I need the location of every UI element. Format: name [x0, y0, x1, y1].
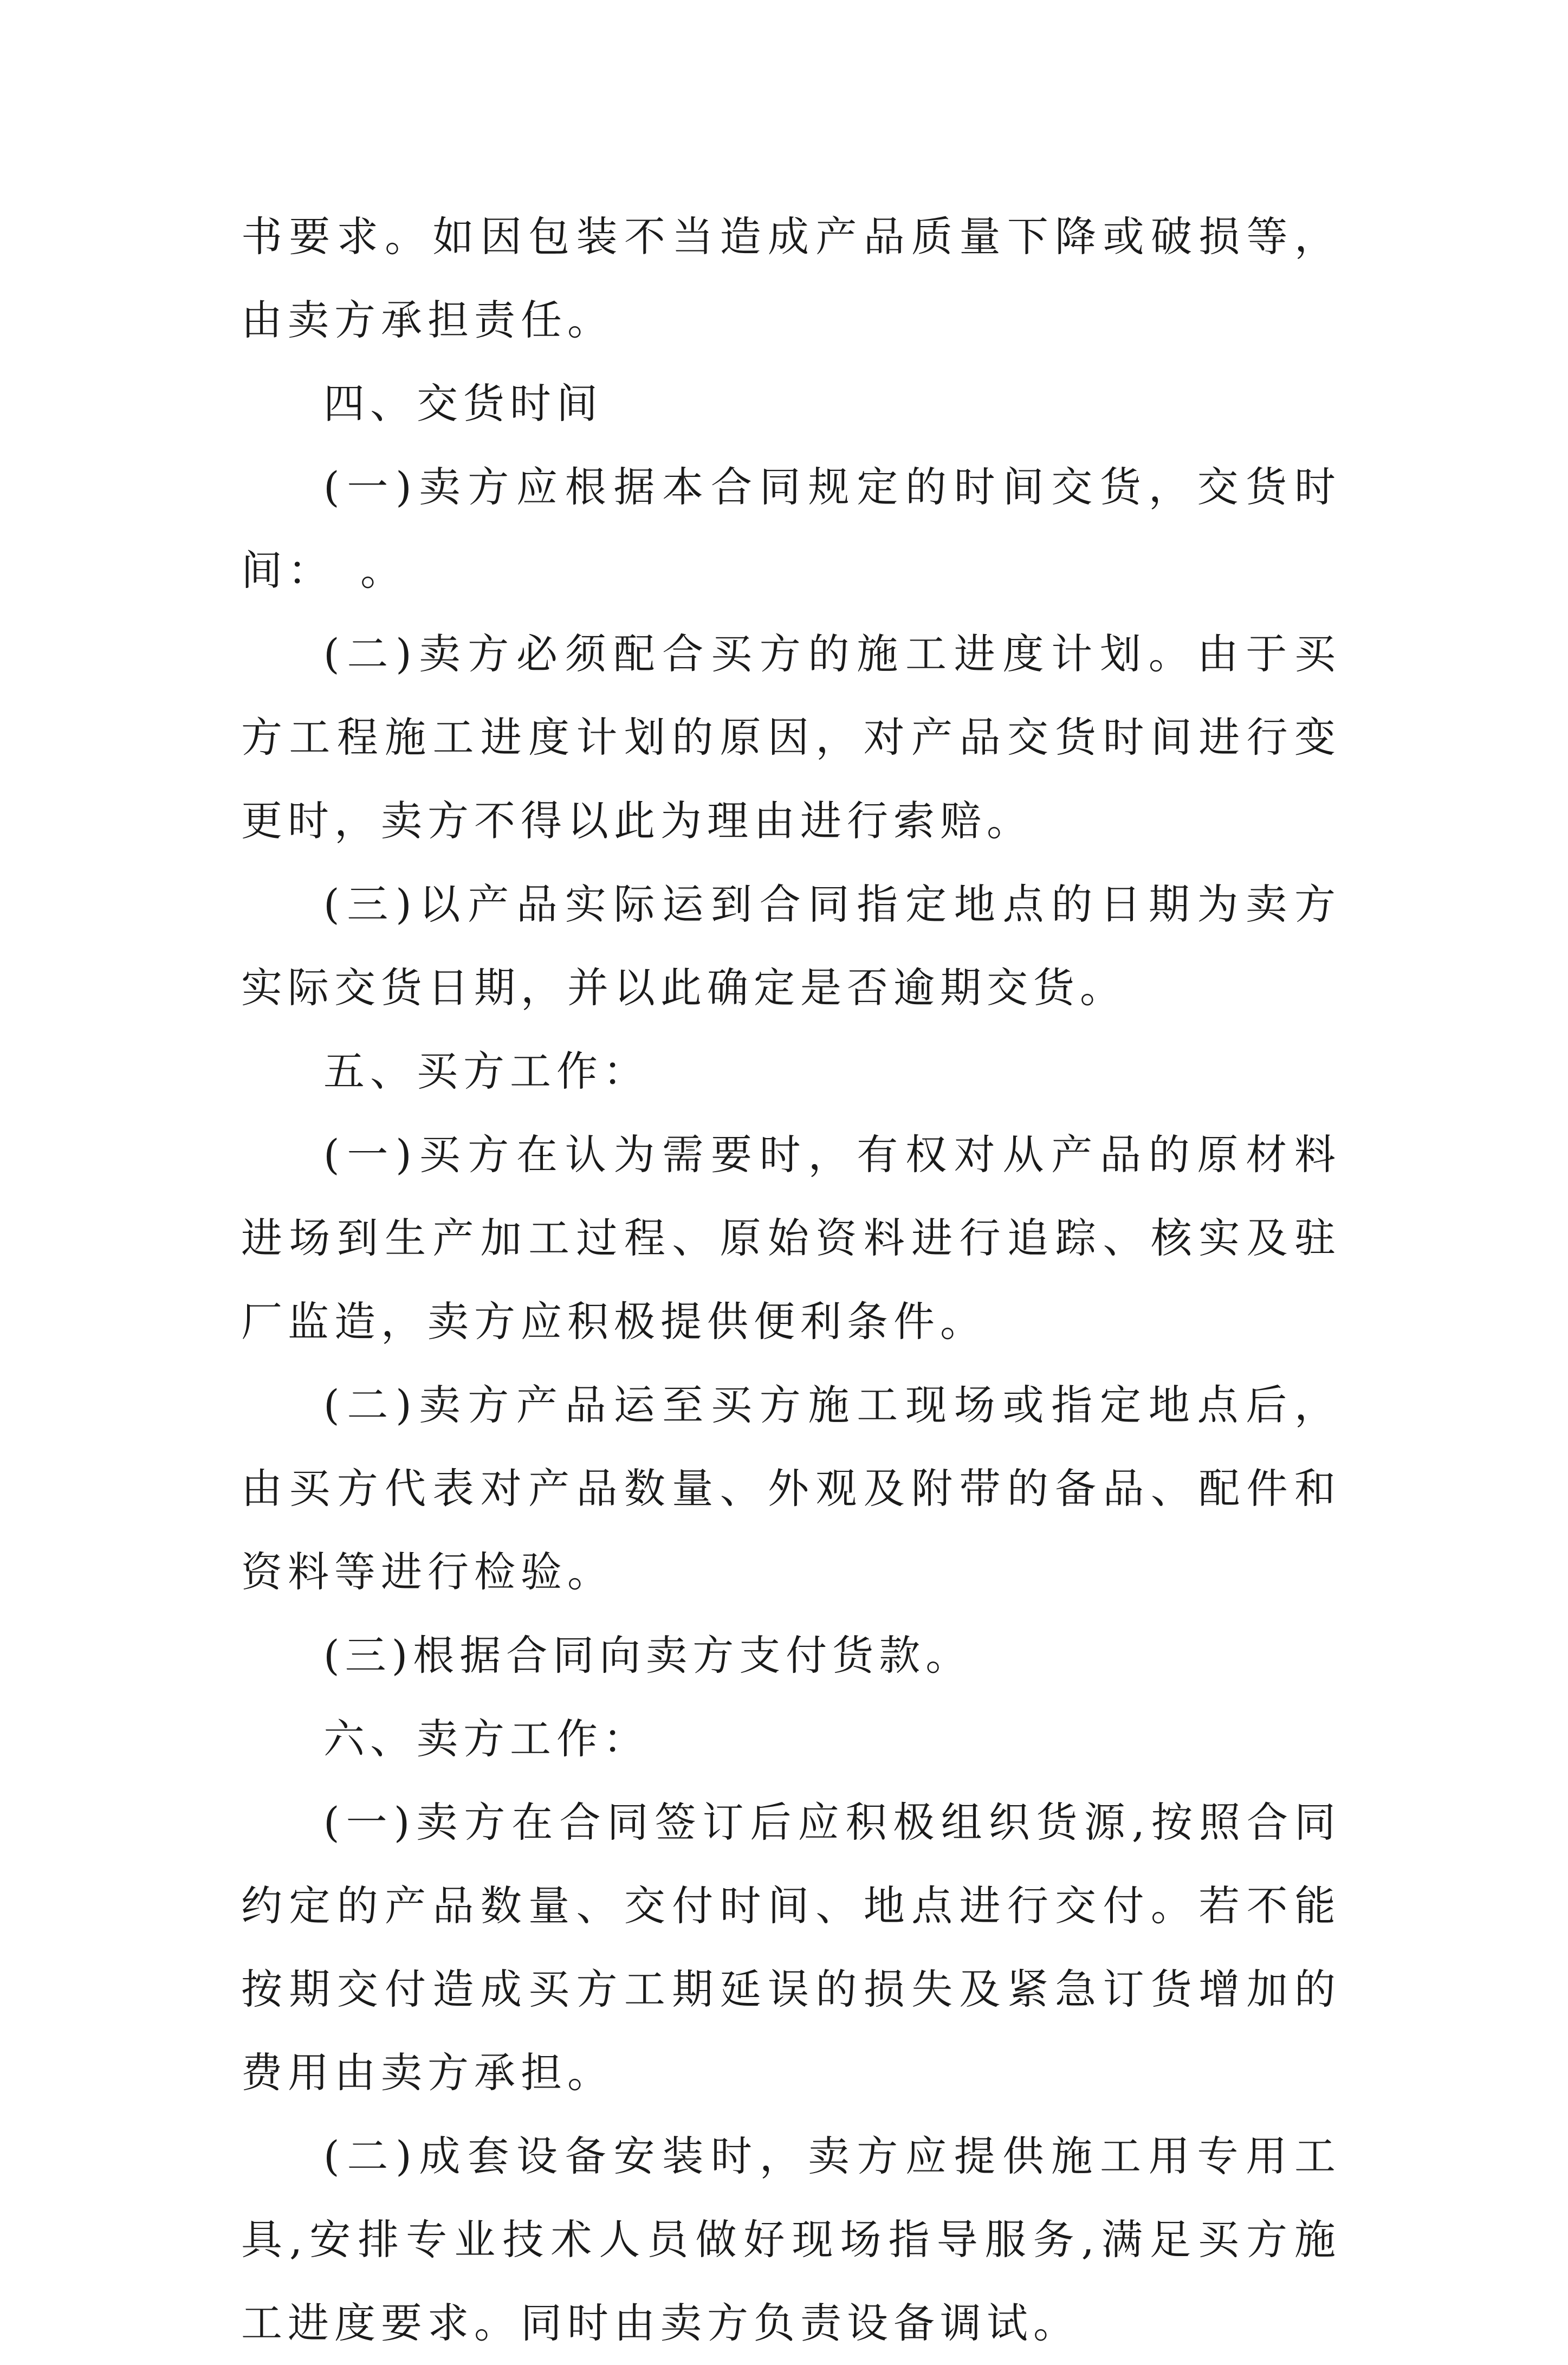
- section-heading: 六、卖方工作：: [323, 1715, 650, 1763]
- paragraph: 书要求。如因包装不当造成产品质量下降或破损等，由卖方承担责任。: [241, 212, 1341, 344]
- section-heading: 四、交货时间: [323, 379, 603, 428]
- paragraph: (二)成套设备安装时，卖方应提供施工用专用工具,安排专业技术人员做好现场指导服务,满足买方施工进度要求。同时由卖方负责设备调试。: [241, 2132, 1341, 2347]
- document-body: [241, 195, 1341, 2365]
- paragraph: (三)以产品实际运到合同指定地点的日期为卖方实际交货日期，并以此确定是否逾期交货。: [241, 880, 1341, 1012]
- paragraph: (一)买方在认为需要时，有权对从产品的原材料进场到生产加工过程、原始资料进行追踪、核实及驻厂监造，卖方应积极提供便利条件。: [241, 1130, 1341, 1346]
- paragraph: (二)卖方产品运至买方施工现场或指定地点后，由买方代表对产品数量、外观及附带的备品、配件和资料等进行检验。: [241, 1381, 1341, 1596]
- paragraph: (二)卖方必须配合买方的施工进度计划。由于买方工程施工进度计划的原因，对产品交货时间进行变更时，卖方不得以此为理由进行索赔。: [241, 630, 1341, 845]
- section-heading: 五、买方工作：: [323, 1047, 650, 1095]
- paragraph: (三)根据合同向卖方支付货款。: [323, 1631, 973, 1679]
- paragraph: (一)卖方在合同签订后应积极组织货源,按照合同约定的产品数量、交付时间、地点进行交付。若不能按期交付造成买方工期延误的损失及紧急订货增加的费用由卖方承担。: [241, 1798, 1341, 2097]
- paragraph: (一)卖方应根据本合同规定的时间交货，交货时间： 。: [241, 463, 1341, 595]
